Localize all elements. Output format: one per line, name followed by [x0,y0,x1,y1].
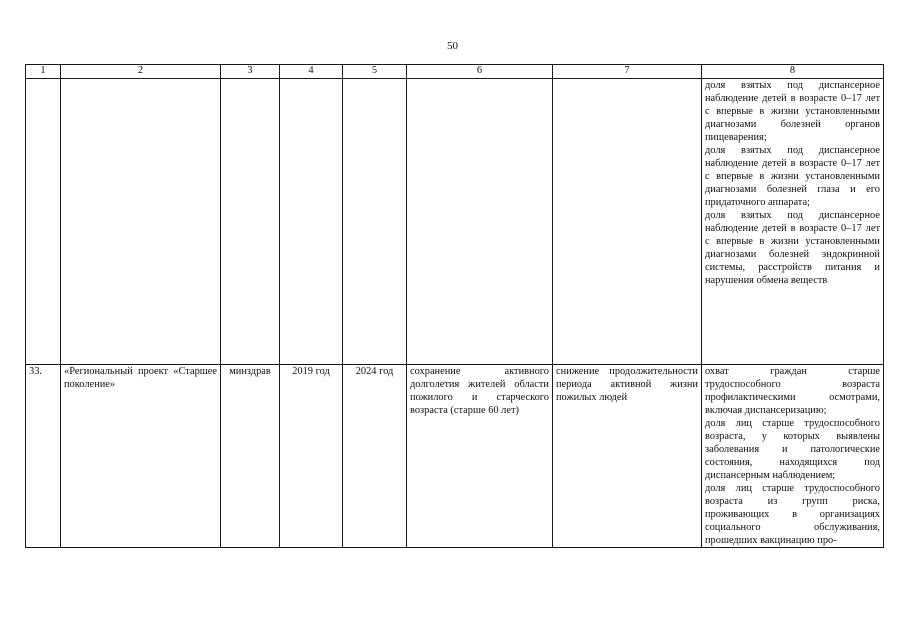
cell-goal [407,79,553,365]
cell-end-year: 2024 год [343,365,407,548]
cell-project-name [61,79,221,365]
cell-end-year [343,79,407,365]
column-header-6: 6 [407,65,553,79]
program-table [25,64,884,548]
table-row [26,79,884,365]
indicator-text: охват граждан старше трудоспособного возраста профилактическими осмотрами, включая диспансеризацию; [705,366,880,416]
cell-result: снижение продолжительности периода активной жизни пожилых людей [553,365,702,548]
cell-indicators [702,365,884,548]
cell-project-name: «Региональный проект «Старшее поколение» [61,365,221,548]
indicator-text: доля взятых под диспансерное наблюдение детей в возрасте 0–17 лет с впервые в жизни установленными диагнозами болезней глаза и его придаточного аппарата; [705,145,880,208]
indicator-text: доля лиц старше трудоспособного возраста, у которых выявлены заболевания и патологические состояния, находящихся под диспансерным наблюдением; [705,418,880,481]
cell-start-year [280,79,343,365]
cell-number [26,79,61,365]
cell-result [553,79,702,365]
header-row [26,65,884,79]
indicator-text: доля взятых под диспансерное наблюдение детей в возрасте 0–17 лет с впервые в жизни установленными диагнозами болезней эндокринной системы, расстройств питания и нарушения обмена веществ [705,210,880,286]
indicator-text: доля лиц старше трудоспособного возраста из групп риска, проживающих в организациях социального обслуживания, прошедших вакцинацию про- [705,483,880,546]
cell-indicators [702,79,884,365]
page-number: 50 [447,40,458,52]
indicator-text: доля взятых под диспансерное наблюдение детей в возрасте 0–17 лет с впервые в жизни установленными диагнозами болезней органов пищеварения; [705,80,880,143]
cell-responsible: минздрав [221,365,280,548]
column-header-8: 8 [702,65,884,79]
column-header-1: 1 [26,65,61,79]
cell-responsible [221,79,280,365]
column-header-2: 2 [61,65,221,79]
cell-start-year: 2019 год [280,365,343,548]
column-header-3: 3 [221,65,280,79]
cell-number: 33. [26,365,61,548]
column-header-4: 4 [280,65,343,79]
table-row [26,365,884,548]
cell-goal: сохранение активного долголетия жителей области пожилого и старческого возраста (старше 60 лет) [407,365,553,548]
column-header-5: 5 [343,65,407,79]
column-header-7: 7 [553,65,702,79]
